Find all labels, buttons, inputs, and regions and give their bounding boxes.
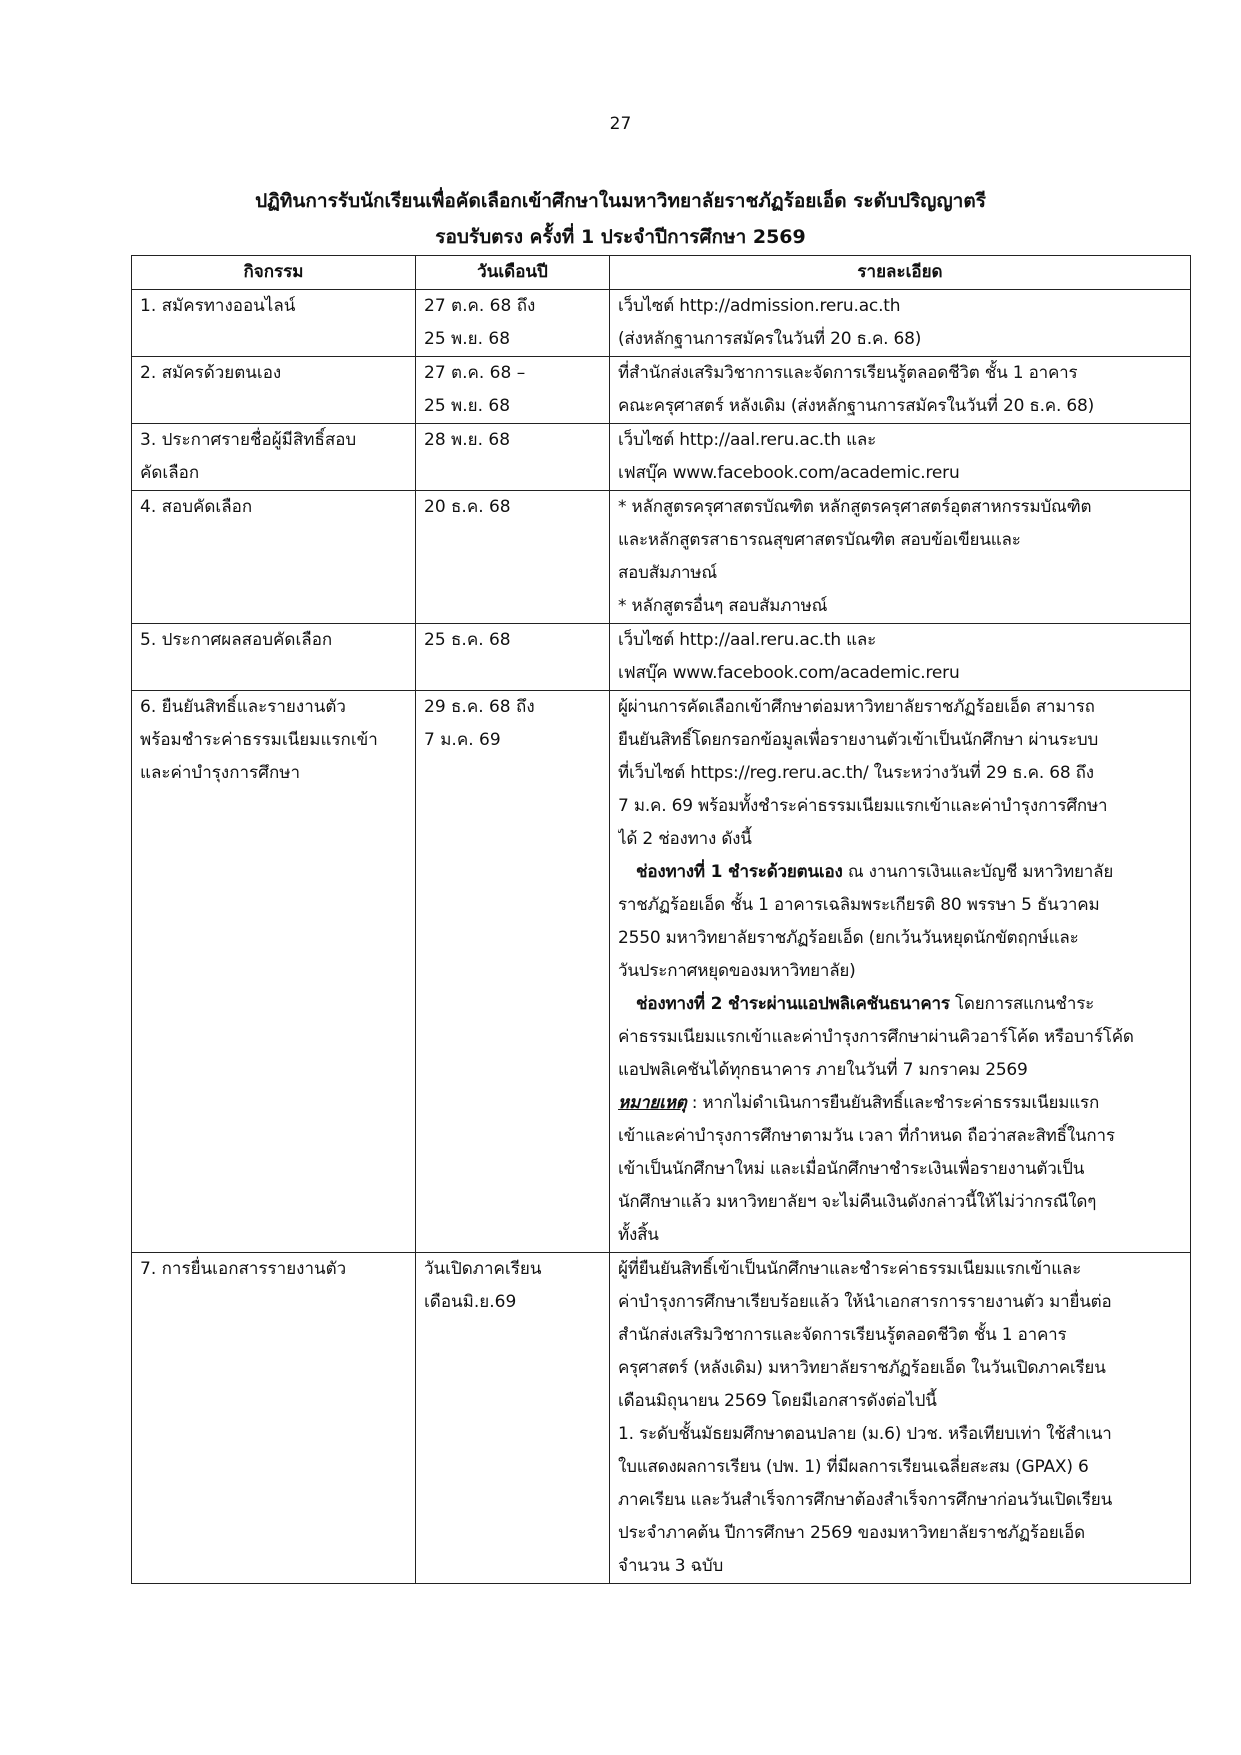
header-detail: รายละเอียด — [610, 256, 1191, 290]
detail-text: และหลักสูตรสาธารณสุขศาสตรบัณฑิต สอบข้อเขียนและ — [618, 530, 1021, 550]
date-text: 25 ธ.ค. 68 — [424, 630, 511, 650]
detail-text: 2550 มหาวิทยาลัยราชภัฏร้อยเอ็ด (ยกเว้นวันหยุดนักขัตฤกษ์และ — [618, 928, 1079, 948]
detail-text: ประจำภาคต้น ปีการศึกษา 2569 ของมหาวิทยาลัยราชภัฏร้อยเอ็ด — [618, 1523, 1085, 1543]
detail-text: (ส่งหลักฐานการสมัครในวันที่ 20 ธ.ค. 68) — [618, 329, 922, 349]
detail-cell — [610, 491, 1191, 624]
detail-text: ที่เว็บไซต์ https://reg.reru.ac.th/ ในระหว่างวันที่ 29 ธ.ค. 68 ถึง — [618, 763, 1094, 783]
note-text: : หากไม่ดำเนินการยืนยันสิทธิ์และชำระค่าธรรมเนียมแรก — [686, 1093, 1100, 1113]
header-activity: กิจกรรม — [132, 256, 416, 290]
activity-cell — [132, 290, 416, 357]
activity-text: 6. ยืนยันสิทธิ์และรายงานตัว — [140, 697, 346, 717]
date-text: 27 ต.ค. 68 ถึง — [424, 296, 536, 316]
activity-text: 1. สมัครทางออนไลน์ — [140, 296, 296, 316]
detail-text: * หลักสูตรอื่นๆ สอบสัมภาษณ์ — [618, 596, 828, 616]
date-cell — [416, 691, 610, 1253]
channel-1-text: ณ งานการเงินและบัญชี มหาวิทยาลัย — [842, 862, 1114, 882]
detail-text: สอบสัมภาษณ์ — [618, 563, 717, 583]
detail-text: ใบแสดงผลการเรียน (ปพ. 1) ที่มีผลการเรียนเฉลี่ยสะสม (GPAX) 6 — [618, 1457, 1089, 1477]
table-row — [132, 357, 1191, 424]
detail-text: ราชภัฏร้อยเอ็ด ชั้น 1 อาคารเฉลิมพระเกียรติ 80 พรรษา 5 ธันวาคม — [618, 895, 1100, 915]
detail-text: ค่าบำรุงการศึกษาเรียบร้อยแล้ว ให้นำเอกสารการรายงานตัว มายื่นต่อ — [618, 1292, 1112, 1312]
table-row — [132, 491, 1191, 624]
detail-text: ค่าธรรมเนียมแรกเข้าและค่าบำรุงการศึกษาผ่านคิวอาร์โค้ด หรือบาร์โค้ด — [618, 1027, 1134, 1047]
detail-text: ได้ 2 ช่องทาง ดังนี้ — [618, 829, 752, 849]
document-subtitle: รอบรับตรง ครั้งที่ 1 ประจำปีการศึกษา 2569 — [435, 226, 806, 248]
detail-cell — [610, 424, 1191, 491]
table-header-row — [132, 256, 1191, 290]
detail-text: ที่สำนักส่งเสริมวิชาการและจัดการเรียนรู้ตลอดชีวิต ชั้น 1 อาคาร — [618, 363, 1078, 383]
detail-cell — [610, 691, 1191, 1253]
table-row — [132, 290, 1191, 357]
detail-text: เฟสบุ๊ค www.facebook.com/academic.reru — [618, 463, 960, 483]
detail-text: เข้าเป็นนักศึกษาใหม่ และเมื่อนักศึกษาชำระเงินเพื่อรายงานตัวเป็น — [618, 1159, 1085, 1179]
detail-text: นักศึกษาแล้ว มหาวิทยาลัยฯ จะไม่คืนเงินดังกล่าวนี้ให้ไม่ว่ากรณีใดๆ — [618, 1192, 1097, 1212]
date-cell — [416, 357, 610, 424]
activity-text: คัดเลือก — [140, 463, 200, 483]
note-label: หมายเหตุ — [618, 1093, 687, 1113]
table-row — [132, 424, 1191, 491]
detail-text: 1. ระดับชั้นมัธยมศึกษาตอนปลาย (ม.6) ปวช. หรือเทียบเท่า ใช้สำเนา — [618, 1424, 1112, 1444]
table-row — [132, 691, 1191, 1253]
detail-text: ครุศาสตร์ (หลังเดิม) มหาวิทยาลัยราชภัฏร้อยเอ็ด ในวันเปิดภาคเรียน — [618, 1358, 1106, 1378]
detail-text: ยืนยันสิทธิ์โดยกรอกข้อมูลเพื่อรายงานตัวเข้าเป็นนักศึกษา ผ่านระบบ — [618, 730, 1099, 750]
date-text: 20 ธ.ค. 68 — [424, 497, 511, 517]
detail-cell — [610, 290, 1191, 357]
date-text: 25 พ.ย. 68 — [424, 329, 511, 349]
header-date: วันเดือนปี — [416, 256, 610, 290]
date-text: 27 ต.ค. 68 – — [424, 363, 526, 383]
detail-text: เว็บไซต์ http://aal.reru.ac.th และ — [618, 630, 877, 650]
activity-cell — [132, 357, 416, 424]
detail-text: วันประกาศหยุดของมหาวิทยาลัย) — [618, 961, 856, 981]
detail-text: * หลักสูตรครุศาสตรบัณฑิต หลักสูตรครุศาสตร์อุตสาหกรรมบัณฑิต — [618, 497, 1092, 517]
channel-2-text: โดยการสแกนชำระ — [949, 994, 1095, 1014]
detail-cell — [610, 624, 1191, 691]
date-text: 7 ม.ค. 69 — [424, 730, 501, 750]
detail-text: ผู้ที่ยืนยันสิทธิ์เข้าเป็นนักศึกษาและชำระค่าธรรมเนียมแรกเข้าและ — [618, 1259, 1082, 1279]
activity-text: 3. ประกาศรายชื่อผู้มีสิทธิ์สอบ — [140, 430, 357, 450]
channel-2-line — [618, 988, 1182, 1021]
date-text: 25 พ.ย. 68 — [424, 396, 511, 416]
schedule-table — [131, 255, 1191, 1584]
date-cell — [416, 1253, 610, 1584]
detail-text: แอปพลิเคชันได้ทุกธนาคาร ภายในวันที่ 7 มกราคม 2569 — [618, 1060, 1028, 1080]
detail-text: เว็บไซต์ http://admission.reru.ac.th — [618, 296, 901, 316]
activity-text: 7. การยื่นเอกสารรายงานตัว — [140, 1259, 347, 1279]
detail-text: เข้าและค่าบำรุงการศึกษาตามวัน เวลา ที่กำหนด ถือว่าสละสิทธิ์ในการ — [618, 1126, 1115, 1146]
detail-text: ทั้งสิ้น — [618, 1225, 659, 1245]
date-text: 28 พ.ย. 68 — [424, 430, 511, 450]
channel-1-label: ช่องทางที่ 1 ชำระด้วยตนเอง — [636, 862, 843, 882]
activity-text: 4. สอบคัดเลือก — [140, 497, 253, 517]
activity-cell — [132, 624, 416, 691]
document-title: ปฏิทินการรับนักเรียนเพื่อคัดเลือกเข้าศึกษาในมหาวิทยาลัยราชภัฏร้อยเอ็ด ระดับปริญญาตรี — [255, 190, 986, 212]
detail-text: สำนักส่งเสริมวิชาการและจัดการเรียนรู้ตลอดชีวิต ชั้น 1 อาคาร — [618, 1325, 1067, 1345]
detail-cell — [610, 357, 1191, 424]
table-row — [132, 624, 1191, 691]
channel-1-line — [618, 856, 1182, 889]
detail-text: ผู้ผ่านการคัดเลือกเข้าศึกษาต่อมหาวิทยาลัยราชภัฏร้อยเอ็ด สามารถ — [618, 697, 1095, 717]
detail-text: คณะครุศาสตร์ หลังเดิม (ส่งหลักฐานการสมัครในวันที่ 20 ธ.ค. 68) — [618, 396, 1095, 416]
detail-text: 7 ม.ค. 69 พร้อมทั้งชำระค่าธรรมเนียมแรกเข้าและค่าบำรุงการศึกษา — [618, 796, 1108, 816]
activity-text: และค่าบำรุงการศึกษา — [140, 763, 300, 783]
table-row — [132, 1253, 1191, 1584]
date-text: เดือนมิ.ย.69 — [424, 1292, 517, 1312]
detail-text: ภาคเรียน และวันสำเร็จการศึกษาต้องสำเร็จการศึกษาก่อนวันเปิดเรียน — [618, 1490, 1112, 1510]
activity-cell — [132, 491, 416, 624]
detail-text: เว็บไซต์ http://aal.reru.ac.th และ — [618, 430, 877, 450]
activity-cell — [132, 424, 416, 491]
channel-2-label: ช่องทางที่ 2 ชำระผ่านแอปพลิเคชันธนาคาร — [636, 994, 950, 1014]
activity-cell — [132, 691, 416, 1253]
date-cell — [416, 290, 610, 357]
date-cell — [416, 424, 610, 491]
date-cell — [416, 624, 610, 691]
activity-text: 5. ประกาศผลสอบคัดเลือก — [140, 630, 333, 650]
detail-text: จำนวน 3 ฉบับ — [618, 1556, 724, 1576]
activity-text: พร้อมชำระค่าธรรมเนียมแรกเข้า — [140, 730, 378, 750]
detail-text: เฟสบุ๊ค www.facebook.com/academic.reru — [618, 663, 960, 683]
detail-cell — [610, 1253, 1191, 1584]
activity-text: 2. สมัครด้วยตนเอง — [140, 363, 282, 383]
activity-cell — [132, 1253, 416, 1584]
detail-text: เดือนมิถุนายน 2569 โดยมีเอกสารดังต่อไปนี้ — [618, 1391, 937, 1411]
date-text: 29 ธ.ค. 68 ถึง — [424, 697, 535, 717]
date-cell — [416, 491, 610, 624]
date-text: วันเปิดภาคเรียน — [424, 1259, 542, 1279]
note-line — [618, 1087, 1182, 1120]
page-number: 27 — [609, 114, 632, 134]
